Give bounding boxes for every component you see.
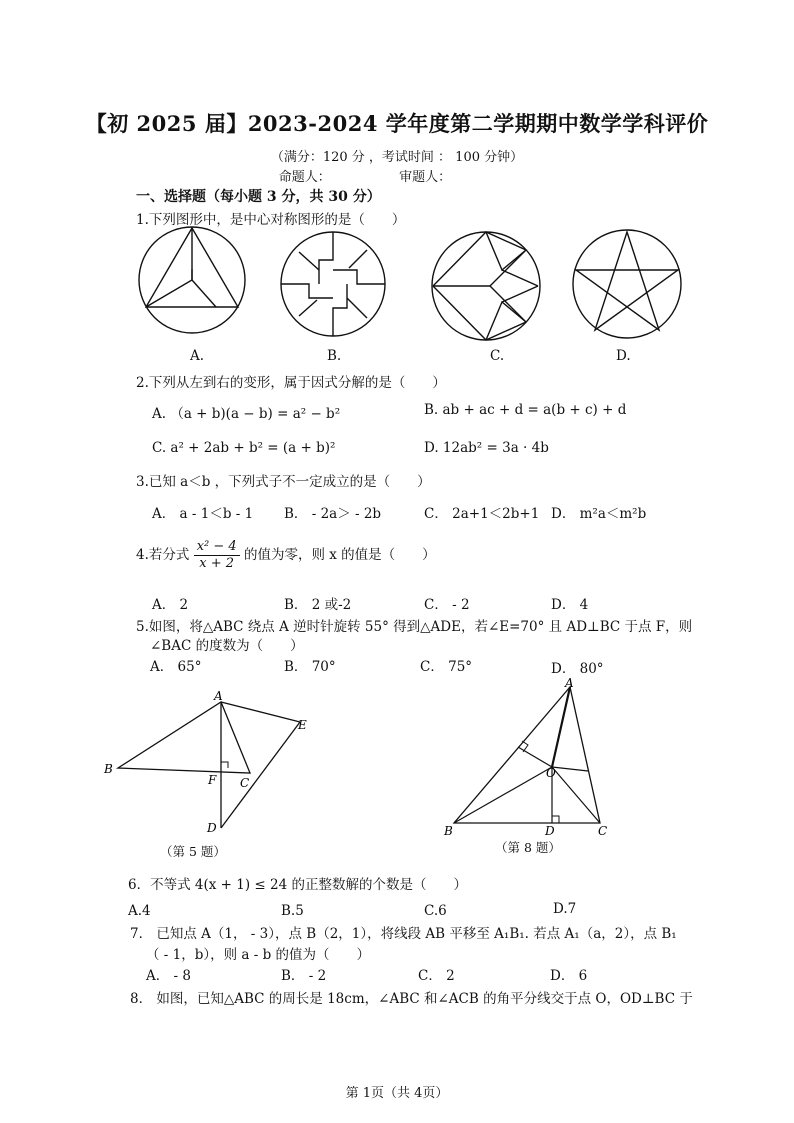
q5-option-c: C． 75°	[420, 659, 473, 675]
q1-figure-c	[430, 230, 542, 342]
q6-option-a: A.4	[128, 903, 151, 919]
q7-option-a: A． - 8	[146, 968, 191, 984]
q1-figure-d	[571, 228, 683, 340]
author-label: 命题人：	[278, 170, 331, 185]
q7-option-d: D． 6	[550, 968, 588, 984]
fig8-label-a: A	[565, 676, 574, 690]
q1-figure-a	[136, 225, 248, 335]
q2-option-b: B. ab + ac + d = a(b + c) + d	[424, 402, 627, 418]
fig5-label-c: C	[240, 776, 250, 790]
q4-option-c: C． - 2	[424, 597, 470, 613]
fig8-caption: （第 8 题）	[495, 840, 561, 855]
q3-option-c: C． 2a+1＜2b+1	[424, 506, 540, 522]
q3-option-b: B． - 2a＞ - 2b	[284, 506, 382, 522]
q2-option-d: D. 12ab² = 3a · 4b	[424, 440, 549, 456]
question-3-stem: 3.已知 a＜b ，下列式子不一定成立的是（ ）	[136, 474, 431, 490]
q4-fraction-denominator: x + 2	[199, 556, 235, 571]
page-footer: 第 1页（共 4页）	[345, 1086, 449, 1101]
q4-fraction-numerator: x² − 4	[194, 539, 240, 556]
q6-option-b: B.5	[281, 903, 304, 919]
fig8-label-c: C	[598, 824, 608, 838]
fig5-label-d: D	[207, 821, 217, 835]
question-2-stem: 2.下列从左到右的变形，属于因式分解的是（ ）	[136, 375, 446, 391]
q5-figure	[100, 690, 330, 840]
fig8-label-b: B	[444, 824, 453, 838]
q1-figure-b	[279, 230, 387, 338]
fig8-label-d: D	[545, 824, 555, 838]
q5-option-a: A． 65°	[150, 659, 202, 675]
q4-option-b: B． 2 或-2	[284, 597, 352, 613]
q4-stem-prefix: 4.若分式	[136, 547, 190, 563]
q5-option-d: D． 80°	[551, 661, 604, 677]
question-1-stem: 1.下列图形中，是中心对称图形的是（ ）	[136, 212, 406, 228]
question-6-stem: 6．不等式 4(x + 1) ≤ 24 的正整数解的个数是（ ）	[128, 877, 467, 893]
question-5-stem-line1: 5.如图，将△ABC 绕点 A 逆时针旋转 55° 得到△ADE，若∠E=70° 且 AD⊥BC 于点 F，则	[136, 619, 693, 635]
q4-option-d: D． 4	[551, 597, 589, 613]
q3-option-d: D． m²a＜m²b	[551, 506, 647, 522]
question-4-stem	[136, 539, 436, 572]
q2-option-c: C. a² + 2ab + b² = (a + b)²	[152, 440, 336, 456]
author-line	[0, 166, 794, 185]
exam-info: （满分：120 分 ，考试时间 ： 100 分钟）	[270, 150, 524, 165]
q4-option-a: A． 2	[152, 597, 189, 613]
question-8-stem-line1: 8． 如图，已知△ABC 的周长是 18cm，∠ABC 和∠ACB 的角平分线交于点 O，OD⊥BC 于	[130, 991, 693, 1007]
reviewer-label: 审题人：	[399, 170, 452, 185]
q8-figure	[440, 675, 620, 840]
fig5-caption: （第 5 题）	[160, 844, 226, 859]
q6-option-d: D.7	[553, 901, 577, 917]
q1-label-a: A.	[190, 348, 205, 364]
question-7-stem-line1: 7． 已知点 A（1， - 3），点 B（2，1），将线段 AB 平移至 A₁B₁. 若点 A₁（a，2），点 B₁	[130, 926, 677, 942]
q4-stem-suffix: 的值为零，则 x 的值是（ ）	[243, 547, 436, 563]
q1-label-c: C.	[490, 348, 505, 364]
q1-label-d: D.	[616, 348, 631, 364]
fig5-label-f: F	[208, 773, 217, 787]
fig5-label-a: A	[214, 689, 223, 703]
q7-option-b: B． - 2	[281, 968, 327, 984]
fig5-label-b: B	[104, 762, 113, 776]
section-heading: 一、选择题（每小题 3 分，共 30 分）	[136, 189, 381, 205]
question-7-stem-line2: （ - 1，b），则 a - b 的值为（ ）	[146, 947, 371, 963]
page-title: 【初 2025 届】2023-2024 学年度第二学期期中数学学科评价	[85, 111, 709, 136]
fig5-label-e: E	[298, 718, 307, 732]
q3-option-a: A． a - 1＜b - 1	[152, 506, 254, 522]
q2-option-a: A. （a + b)(a − b) = a² − b²	[152, 406, 341, 422]
q4-fraction	[194, 539, 240, 572]
q7-option-c: C． 2	[418, 968, 455, 984]
q1-label-b: B.	[327, 348, 342, 364]
q5-option-b: B． 70°	[284, 659, 336, 675]
q6-option-c: C.6	[424, 903, 447, 919]
fig8-label-o: O	[546, 766, 556, 780]
question-5-stem-line2: ∠BAC 的度数为（ ）	[150, 638, 304, 654]
